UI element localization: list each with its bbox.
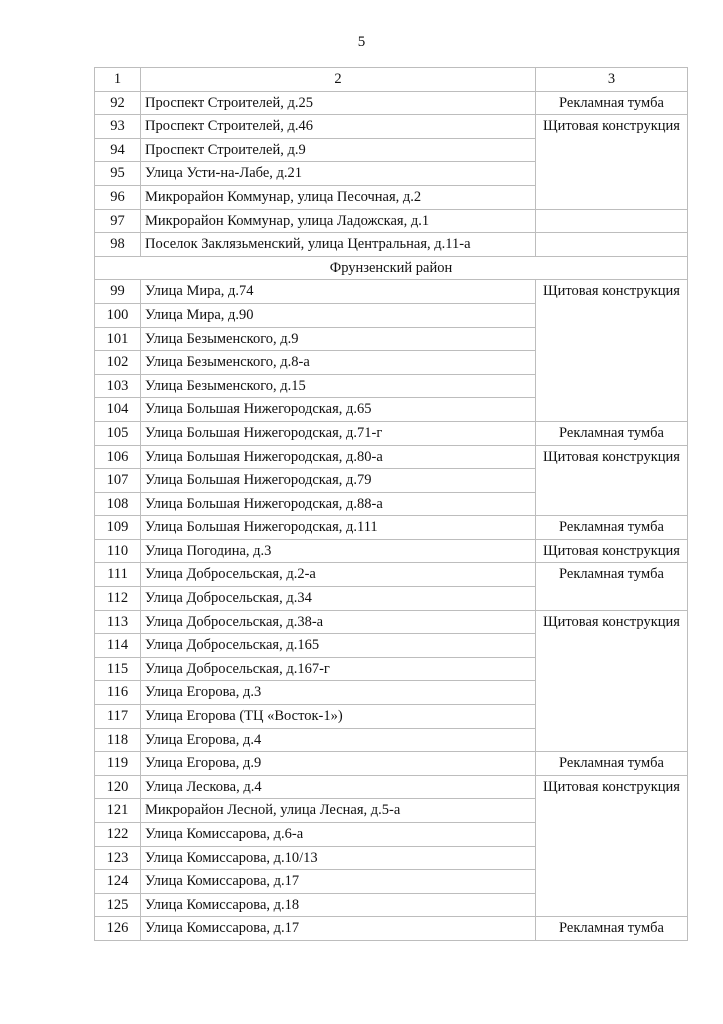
row-number: 96 xyxy=(95,185,141,209)
table-row xyxy=(95,610,688,634)
table-row xyxy=(95,91,688,115)
row-number: 119 xyxy=(95,752,141,776)
address-cell: Поселок Заклязьменский, улица Центральная, д.11-а xyxy=(141,233,536,257)
table-row xyxy=(95,280,688,304)
row-number: 115 xyxy=(95,657,141,681)
row-number: 109 xyxy=(95,516,141,540)
row-number: 94 xyxy=(95,138,141,162)
column-header-3: 3 xyxy=(536,68,688,92)
table-row xyxy=(95,775,688,799)
row-number: 118 xyxy=(95,728,141,752)
column-header-2: 2 xyxy=(141,68,536,92)
table-row xyxy=(95,516,688,540)
address-cell: Улица Большая Нижегородская, д.71-г xyxy=(141,421,536,445)
row-number: 101 xyxy=(95,327,141,351)
row-number: 100 xyxy=(95,303,141,327)
structure-type-cell xyxy=(536,209,688,233)
structure-type-cell: Рекламная тумба xyxy=(536,91,688,115)
row-number: 112 xyxy=(95,587,141,611)
row-number: 104 xyxy=(95,398,141,422)
row-number: 110 xyxy=(95,539,141,563)
row-number: 111 xyxy=(95,563,141,587)
row-number: 103 xyxy=(95,374,141,398)
address-cell: Проспект Строителей, д.25 xyxy=(141,91,536,115)
row-number: 98 xyxy=(95,233,141,257)
row-number: 95 xyxy=(95,162,141,186)
table-row xyxy=(95,752,688,776)
table-row xyxy=(95,233,688,257)
address-cell: Улица Комиссарова, д.18 xyxy=(141,893,536,917)
address-cell: Улица Усти-на-Лабе, д.21 xyxy=(141,162,536,186)
address-cell: Улица Комиссарова, д.6-а xyxy=(141,823,536,847)
advertising-structures-table xyxy=(94,67,688,941)
table-row xyxy=(95,445,688,469)
address-cell: Проспект Строителей, д.9 xyxy=(141,138,536,162)
structure-type-cell: Щитовая конструкция xyxy=(536,115,688,209)
address-cell: Улица Мира, д.74 xyxy=(141,280,536,304)
address-cell: Улица Комиссарова, д.10/13 xyxy=(141,846,536,870)
address-cell: Улица Добросельская, д.38-а xyxy=(141,610,536,634)
table-row xyxy=(95,539,688,563)
address-cell: Улица Добросельская, д.165 xyxy=(141,634,536,658)
table-header-row xyxy=(95,68,688,92)
address-cell: Улица Егорова, д.9 xyxy=(141,752,536,776)
row-number: 106 xyxy=(95,445,141,469)
page-number: 5 xyxy=(357,34,366,50)
address-cell: Улица Егорова, д.4 xyxy=(141,728,536,752)
structure-type-cell: Щитовая конструкция xyxy=(536,610,688,752)
address-cell: Улица Егорова, д.3 xyxy=(141,681,536,705)
address-cell: Улица Большая Нижегородская, д.79 xyxy=(141,469,536,493)
structure-type-cell: Рекламная тумба xyxy=(536,421,688,445)
structure-type-cell xyxy=(536,233,688,257)
address-cell: Улица Большая Нижегородская, д.80-а xyxy=(141,445,536,469)
address-cell: Улица Комиссарова, д.17 xyxy=(141,870,536,894)
address-cell: Улица Большая Нижегородская, д.111 xyxy=(141,516,536,540)
address-cell: Улица Безыменского, д.8-а xyxy=(141,351,536,375)
row-number: 114 xyxy=(95,634,141,658)
row-number: 108 xyxy=(95,492,141,516)
column-header-1: 1 xyxy=(95,68,141,92)
address-cell: Улица Добросельская, д.2-а xyxy=(141,563,536,587)
structure-type-cell: Рекламная тумба xyxy=(536,516,688,540)
address-cell: Улица Егорова (ТЦ «Восток-1») xyxy=(141,705,536,729)
address-cell: Улица Комиссарова, д.17 xyxy=(141,917,536,941)
address-cell: Микрорайон Коммунар, улица Ладожская, д.1 xyxy=(141,209,536,233)
address-cell: Микрорайон Коммунар, улица Песочная, д.2 xyxy=(141,185,536,209)
row-number: 105 xyxy=(95,421,141,445)
structure-type-cell: Рекламная тумба xyxy=(536,917,688,941)
address-cell: Улица Безыменского, д.15 xyxy=(141,374,536,398)
address-cell: Проспект Строителей, д.46 xyxy=(141,115,536,139)
address-cell: Улица Погодина, д.3 xyxy=(141,539,536,563)
row-number: 107 xyxy=(95,469,141,493)
row-number: 116 xyxy=(95,681,141,705)
row-number: 117 xyxy=(95,705,141,729)
district-row xyxy=(95,256,688,280)
table-row xyxy=(95,421,688,445)
address-cell: Улица Добросельская, д.34 xyxy=(141,587,536,611)
address-cell: Улица Мира, д.90 xyxy=(141,303,536,327)
row-number: 126 xyxy=(95,917,141,941)
row-number: 124 xyxy=(95,870,141,894)
row-number: 120 xyxy=(95,775,141,799)
address-cell: Микрорайон Лесной, улица Лесная, д.5-а xyxy=(141,799,536,823)
address-cell: Улица Безыменского, д.9 xyxy=(141,327,536,351)
row-number: 97 xyxy=(95,209,141,233)
row-number: 122 xyxy=(95,823,141,847)
structure-type-cell: Щитовая конструкция xyxy=(536,775,688,917)
address-cell: Улица Большая Нижегородская, д.65 xyxy=(141,398,536,422)
row-number: 121 xyxy=(95,799,141,823)
address-cell: Улица Лескова, д.4 xyxy=(141,775,536,799)
structure-type-cell: Щитовая конструкция xyxy=(536,539,688,563)
row-number: 99 xyxy=(95,280,141,304)
district-heading: Фрунзенский район xyxy=(95,256,688,280)
structure-type-cell: Рекламная тумба xyxy=(536,752,688,776)
table-row xyxy=(95,563,688,587)
table-row xyxy=(95,209,688,233)
row-number: 93 xyxy=(95,115,141,139)
row-number: 92 xyxy=(95,91,141,115)
structure-type-cell: Щитовая конструкция xyxy=(536,445,688,516)
table-body xyxy=(95,68,688,941)
table-row xyxy=(95,917,688,941)
row-number: 113 xyxy=(95,610,141,634)
row-number: 125 xyxy=(95,893,141,917)
table-row xyxy=(95,115,688,139)
row-number: 123 xyxy=(95,846,141,870)
structure-type-cell: Щитовая конструкция xyxy=(536,280,688,422)
structure-type-cell: Рекламная тумба xyxy=(536,563,688,610)
row-number: 102 xyxy=(95,351,141,375)
address-cell: Улица Большая Нижегородская, д.88-а xyxy=(141,492,536,516)
address-cell: Улица Добросельская, д.167-г xyxy=(141,657,536,681)
